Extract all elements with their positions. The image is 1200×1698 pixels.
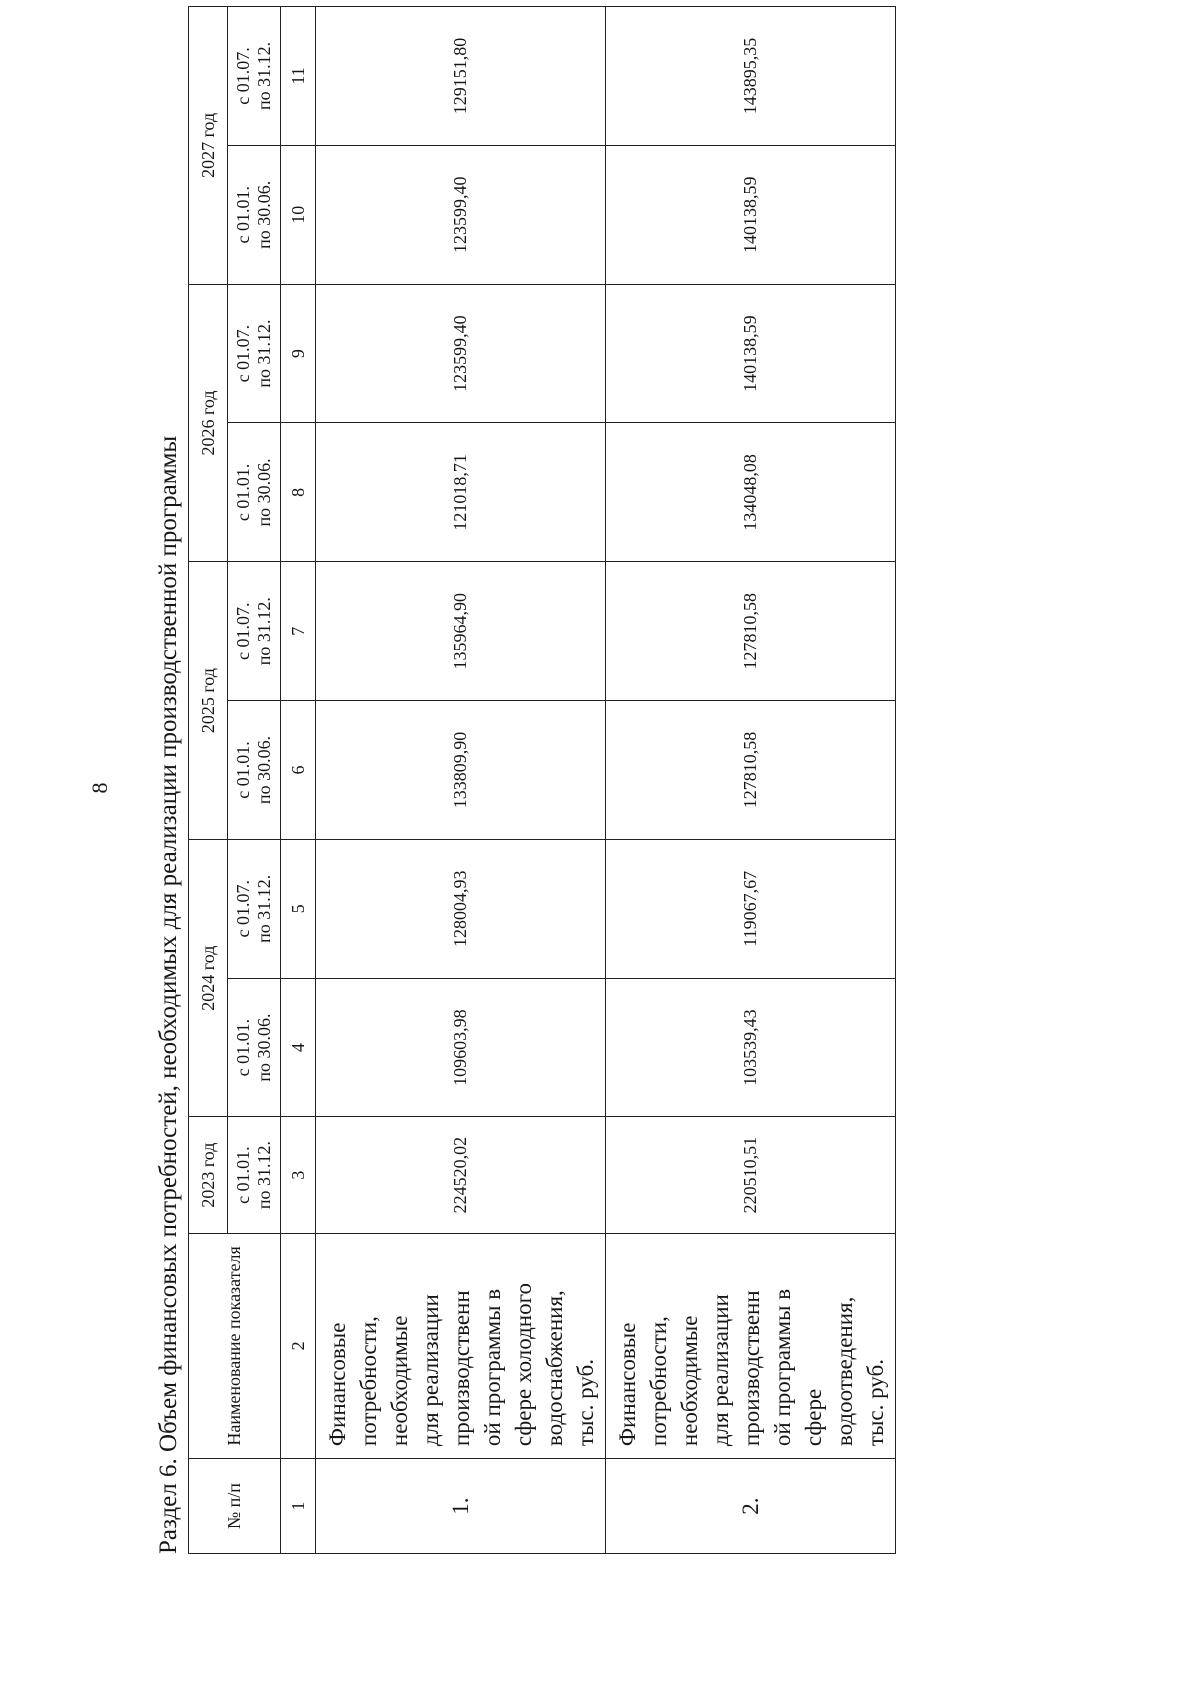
period-cell: с 01.07. по 31.12. bbox=[228, 839, 281, 978]
header-year-2023: 2023 год bbox=[189, 1117, 228, 1233]
period-cell: с 01.07. по 31.12. bbox=[228, 7, 281, 146]
period-cell: с 01.07. по 31.12. bbox=[228, 562, 281, 701]
column-index-cell: 1 bbox=[281, 1459, 316, 1554]
value-cell: 134048,08 bbox=[606, 423, 896, 562]
header-num-cell: № п/п bbox=[189, 1459, 281, 1554]
value-cell: 119067,67 bbox=[606, 839, 896, 978]
row-name-cell: Финансовые потребности, необходимые для реализации производственн ой программы в сфере водоотведения, тыс. руб. bbox=[606, 1233, 896, 1458]
value-cell: 140138,59 bbox=[606, 145, 896, 284]
header-row-column-indices bbox=[281, 7, 316, 1554]
column-index-cell: 6 bbox=[281, 701, 316, 840]
value-cell: 128004,93 bbox=[316, 839, 606, 978]
header-name-cell: Наименование показателя bbox=[189, 1233, 281, 1458]
page-number: 8 bbox=[87, 782, 112, 794]
period-cell: с 01.01. по 31.12. bbox=[228, 1117, 281, 1233]
value-cell: 127810,58 bbox=[606, 562, 896, 701]
value-cell: 133809,90 bbox=[316, 701, 606, 840]
value-cell: 121018,71 bbox=[316, 423, 606, 562]
table-row bbox=[606, 7, 896, 1554]
period-cell: с 01.01. по 30.06. bbox=[228, 145, 281, 284]
rotated-content bbox=[148, 6, 888, 1578]
header-year-2025: 2025 год bbox=[189, 562, 228, 840]
column-index-cell: 2 bbox=[281, 1233, 316, 1458]
header-row-years bbox=[189, 7, 228, 1554]
row-number-cell: 1. bbox=[316, 1459, 606, 1554]
value-cell: 127810,58 bbox=[606, 701, 896, 840]
value-cell: 123599,40 bbox=[316, 145, 606, 284]
value-cell: 143895,35 bbox=[606, 7, 896, 146]
column-index-cell: 7 bbox=[281, 562, 316, 701]
period-cell: с 01.01. по 30.06. bbox=[228, 978, 281, 1117]
column-index-cell: 9 bbox=[281, 284, 316, 423]
column-index-cell: 8 bbox=[281, 423, 316, 562]
value-cell: 129151,80 bbox=[316, 7, 606, 146]
row-name-cell: Финансовые потребности, необходимые для реализации производственн ой программы в сфере холодного водоснабжения, тыс. руб. bbox=[316, 1233, 606, 1458]
header-year-2027: 2027 год bbox=[189, 7, 228, 285]
financial-needs-table bbox=[188, 6, 896, 1554]
row-number-cell: 2. bbox=[606, 1459, 896, 1554]
value-cell: 224520,02 bbox=[316, 1117, 606, 1233]
value-cell: 123599,40 bbox=[316, 284, 606, 423]
value-cell: 135964,90 bbox=[316, 562, 606, 701]
column-index-cell: 4 bbox=[281, 978, 316, 1117]
period-cell: с 01.01. по 30.06. bbox=[228, 701, 281, 840]
header-year-2024: 2024 год bbox=[189, 839, 228, 1117]
period-cell: с 01.07. по 31.12. bbox=[228, 284, 281, 423]
value-cell: 220510,51 bbox=[606, 1117, 896, 1233]
table-row bbox=[316, 7, 606, 1554]
period-cell: с 01.01. по 30.06. bbox=[228, 423, 281, 562]
column-index-cell: 3 bbox=[281, 1117, 316, 1233]
section-title: Раздел 6. Объем финансовых потребностей, необходимых для реализации производственной программы bbox=[155, 435, 182, 1554]
value-cell: 103539,43 bbox=[606, 978, 896, 1117]
column-index-cell: 5 bbox=[281, 839, 316, 978]
column-index-cell: 11 bbox=[281, 7, 316, 146]
column-index-cell: 10 bbox=[281, 145, 316, 284]
value-cell: 140138,59 bbox=[606, 284, 896, 423]
value-cell: 109603,98 bbox=[316, 978, 606, 1117]
header-year-2026: 2026 год bbox=[189, 284, 228, 562]
